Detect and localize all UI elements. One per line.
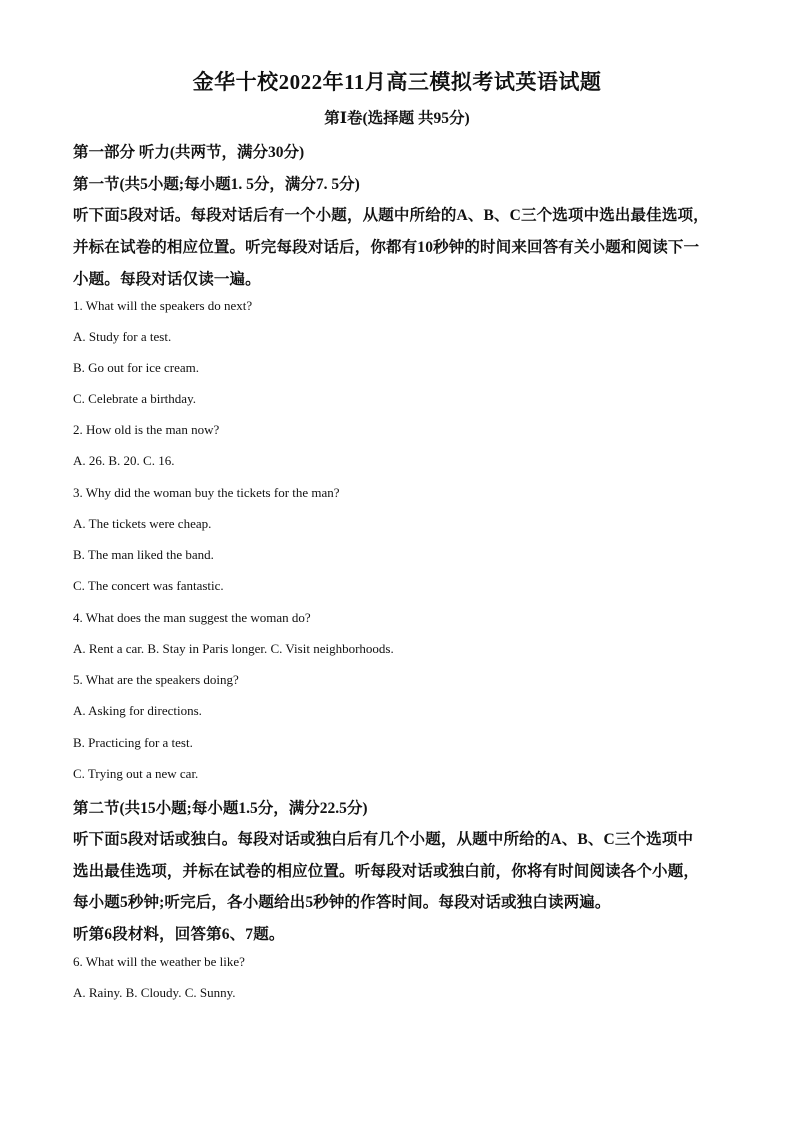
section2-instruction-line: 选出最佳选项，并标在试卷的相应位置。听每段对话或独白前，你将有时间阅读各个小题， xyxy=(73,863,700,880)
question-stem: 1. What will the speakers do next? xyxy=(73,298,253,313)
section1-instruction-line: 并标在试卷的相应位置。听完每段对话后，你都有10秒钟的时间来回答有关小题和阅读下一 xyxy=(73,239,700,256)
answer-option: A. Study for a test. xyxy=(73,329,172,344)
answer-option: B. The man liked the band. xyxy=(73,547,214,562)
answer-option: C. Trying out a new car. xyxy=(73,766,199,781)
question-stem: 3. Why did the woman buy the tickets for the man? xyxy=(73,485,340,500)
section1-instruction-line: 听下面5段对话。每段对话后有一个小题，从题中所给的A、B、C三个选项中选出最佳选项， xyxy=(73,207,709,224)
answer-option: B. Go out for ice cream. xyxy=(73,360,199,375)
answer-option: A. Asking for directions. xyxy=(73,703,202,718)
paper-subtitle: 第Ⅰ卷(选择题 共95分) xyxy=(324,110,470,127)
exam-title: 金华十校2022年11月高三模拟考试英语试题 xyxy=(192,70,602,94)
answer-option: A. Rainy. B. Cloudy. C. Sunny. xyxy=(73,985,236,1000)
answer-option: A. Rent a car. B. Stay in Paris longer. C. Visit neighborhoods. xyxy=(73,641,394,656)
section1-instruction-line: 小题。每段对话仅读一遍。 xyxy=(73,271,261,288)
material-heading: 听第6段材料，回答第6、7题。 xyxy=(73,926,285,943)
answer-option: A. The tickets were cheap. xyxy=(73,516,212,531)
section2-heading: 第二节(共15小题;每小题1.5分，满分22.5分) xyxy=(73,800,368,817)
answer-option: C. The concert was fantastic. xyxy=(73,578,224,593)
section2-instruction-line: 每小题5秒钟;听完后，各小题给出5秒钟的作答时间。每段对话或独白读两遍。 xyxy=(73,894,611,911)
answer-option: C. Celebrate a birthday. xyxy=(73,391,196,406)
section2-instruction-line: 听下面5段对话或独白。每段对话或独白后有几个小题，从题中所给的A、B、C三个选项中 xyxy=(73,831,694,848)
question-stem: 5. What are the speakers doing? xyxy=(73,672,239,687)
question-stem: 6. What will the weather be like? xyxy=(73,954,245,969)
question-stem: 2. How old is the man now? xyxy=(73,422,220,437)
answer-option: A. 26. B. 20. C. 16. xyxy=(73,453,175,468)
answer-option: B. Practicing for a test. xyxy=(73,735,193,750)
question-stem: 4. What does the man suggest the woman do? xyxy=(73,610,311,625)
section1-heading: 第一节(共5小题;每小题1. 5分，满分7. 5分) xyxy=(73,176,360,193)
part1-heading: 第一部分 听力(共两节，满分30分) xyxy=(73,144,305,161)
